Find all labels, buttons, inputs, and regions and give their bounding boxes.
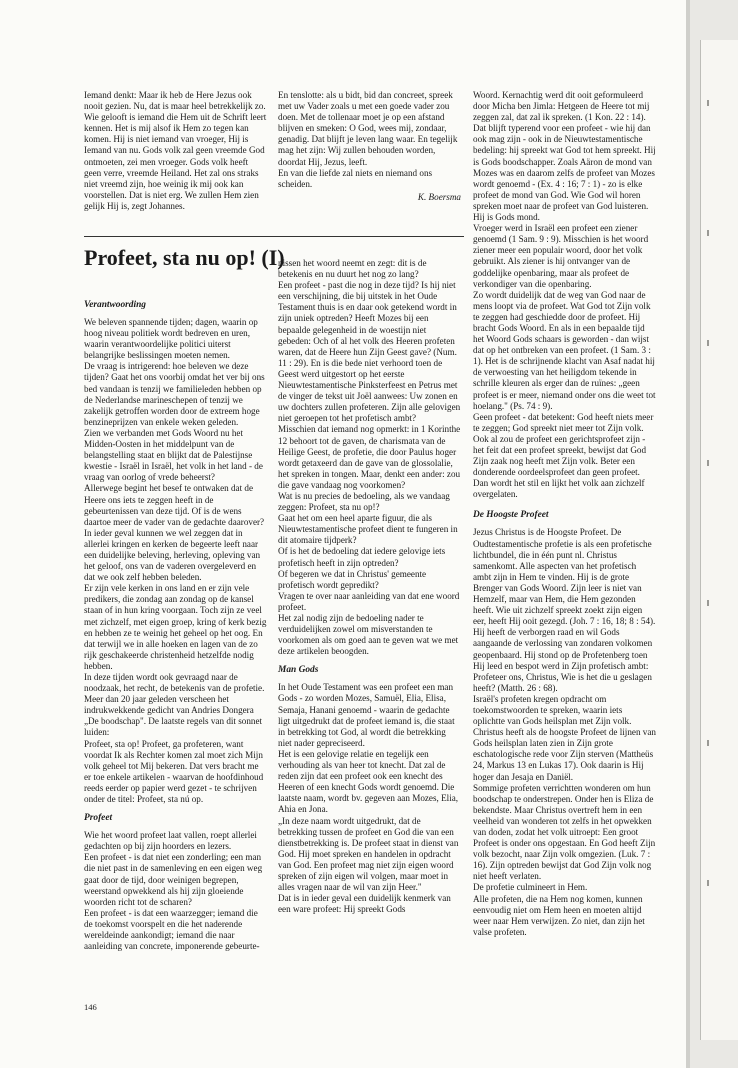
adjacent-page-edge <box>700 40 738 1040</box>
paragraph: nissen het woord neemt en zegt: dit is de betekenis en nu duurt het nog zo lang? <box>278 258 427 280</box>
paragraph: Sommige profeten verrichtten wonderen om hun boodschap te onderstrepen. Onder hen is Eliza de bekendste. Maar Christus overtreft hem in een veelheid van wonderen tot zelfs in het opwekken van doden, zodat het volk uitroept: Een groot Profeet is onder ons opgestaan. En God heeft Zijn volk bezocht, naar Zijn volk omgezien. (Luk. 7 : 16). Zijn optreden bewijst dat God Zijn volk nog niet heeft verlaten. <box>473 782 656 882</box>
paragraph: Meer dan 20 jaar geleden verscheen het indrukwekkende gedicht van Andries Dongera „De boodschap". De laatste regels van dit sonnet luiden: <box>84 694 263 738</box>
paragraph: Een profeet - is dat niet een zonderling; een man die niet past in de samenleving en een eigen weg gaat door de tijd, door weinigen begrepen, weerstand opwekkend als hij zijn gloeiende woorden richt tot de scharen? <box>84 852 263 907</box>
heading-man-gods: Man Gods <box>278 665 319 676</box>
previous-article-left <box>84 90 267 212</box>
paragraph: Een profeet - is dat een waarzegger; iemand die de toekomst voorspelt en die het naderende wereldeinde aankondigt; iemand die naar aanleiding van concrete, imponerende gebeurte- <box>84 907 260 952</box>
paragraph: Zien we verbanden met Gods Woord nu het Midden-Oosten in het middelpunt van de belangstelling staat en blijkt dat de Palestijnse kwestie - Israël in Israël, het volk in het land - de vraag van oorlog of vrede beheerst? <box>84 427 263 483</box>
author-signature: K. Boersma <box>417 191 461 202</box>
paragraph: Er zijn vele kerken in ons land en er zijn vele predikers, die zondag aan zondag op de kansel staan of in hun kring voorgaan. Toch zijn ze veel met zichzelf, met eigen groep, kring of kerk bezig en hebben ze te weinig het geheel op het oog. En dat terwijl we in alle hoeken en lagen van de zo rijk geschakeerde christenheid hetzelfde nodig hebben. <box>84 583 267 671</box>
paragraph: En tenslotte: als u bidt, bid dan concreet, spreek met uw Vader zoals u met een goede vader zou doen. Met de tollenaar moet je op een afstand blijven en smeken: O God, wees mij, zondaar, genadig. Dat blijft je leven lang waar. En tegelijk mag het zijn: Wij zullen behouden worden, doordat Hij, Jezus, leeft. <box>278 90 458 167</box>
paragraph: In ieder geval kunnen we wel zeggen dat in allerlei kringen en kerken de begeerte leeft naar een duidelijke beleving, herleving, opleving van het geloof, ons van de vaderen overgeleverd en dat we ook zelf hebben beleden. <box>84 527 261 583</box>
paragraph: Allerwege begint het besef te ontwaken dat de Heere ons iets te zeggen heeft in de gebeurtenissen van deze tijd. Of is de wens daartoe meer de vader van de gedachte daarover? <box>84 483 265 527</box>
paragraph: In het Oude Testament was een profeet een man Gods - zo worden Mozes, Samuël, Elia, Elisa, Semaja, Hanani genoemd - waarin de gedachte ligt uitgedrukt dat de profeet iemand is, die staat in betrekking tot God, al wordt die betrekking niet nader gepreciseerd. <box>278 682 455 748</box>
heading-verantwoording: Verantwoording <box>84 300 146 310</box>
paragraph: Jezus Christus is de Hoogste Profeet. De Oudtestamentische profetie is als een profetische lichtbundel, die in één punt nl. Christus samenkomt. Alle aspecten van het profetisch ambt zijn in Hem te vinden. Hij is de grote Brenger van Gods Woord. Zijn leer is niet van Hemzelf, maar van Hem, die Hem gezonden heeft. Wie uit zichzelf spreekt zoekt zijn eigen eer, heeft Hij ooit gezegd. (Joh. 7 : 16, 18; 8 : 54). Hij heeft de verborgen raad en wil Gods aangaande de verlossing van zondaren volkomen geopenbaard. Hij stond op de Profetenberg toen Hij leed en bespot werd in Zijn profetisch ambt: Profeteer ons, Christus, Wie is het die u geslagen heeft? (Matth. 26 : 68). <box>473 527 656 693</box>
paragraph: En van die liefde zal niets en niemand ons scheiden. <box>278 167 433 189</box>
paragraph: Een profeet - past die nog in deze tijd? Is hij niet een verschijning, die bij uitstek in het Oude Testament thuis is en daar ook getekend wordt in zijn uniek optreden? Heeft Mozes bij een bepaalde gelegenheid in de woestijn niet gebeden: Och of al het volk des Heeren profeten waren, dat de Heere hun Zijn Geest gave? (Num. 11 : 29). En is die bede niet verhoord toen de Geest werd uitgestort op het eerste Nieuwtestamentische Pinksterfeest en Petrus met de vinger de tekst uit Joël aanwees: Uw zonen en uw dochters zullen profeteren. Zijn alle gelovigen niet geroepen tot het profetisch ambt? <box>278 280 461 424</box>
paragraph: Zo wordt duidelijk dat de weg van God naar de mens loopt via de profeet. Wat God tot Zijn volk te zeggen had geschiedde door de profeet. Hij bracht Gods Woord. En als in een bepaalde tijd het Woord Gods schaars is geworden - dan wijst dat op het ontbreken van een profeet. (1 Sam. 3 : 1). Het is de schrijnende klacht van Asaf nadat hij de verwoesting van het heiligdom tekende in schrille kleuren als erger dan de ruïnes: „geen profeet is er meer, niemand onder ons die weet tot hoelang." (Ps. 74 : 9). <box>473 289 656 411</box>
paragraph: „In deze naam wordt uitgedrukt, dat de betrekking tussen de profeet en God die van een dienstbetrekking is. De profeet staat in dienst van God. Hij moet spreken en handelen in opdracht van God. Een profeet mag niet zijn eigen woord spreken of zijn eigen wil volgen, maar moet in alles vragen naar de wil van zijn Heer." <box>278 815 459 893</box>
paragraph: We beleven spannende tijden; dagen, waarin op hoog niveau politiek wordt bedreven en uren, waarin verantwoordelijke politici uiterst belangrijke beslissingen moeten nemen. <box>84 317 258 361</box>
section-divider <box>84 236 464 237</box>
paragraph: De profetie culmineert in Hem. <box>473 882 588 893</box>
page-number: 146 <box>84 1002 97 1012</box>
page-edge <box>686 0 690 1068</box>
article-column-1 <box>84 300 267 952</box>
paragraph: Geen profeet - dat betekent: God heeft niets meer te zeggen; God spreekt niet meer tot Zijn volk. Ook al zou de profeet een gerichtsprofeet zijn - het feit dat een profeet spreekt, bewijst dat God Zijn zaak nog heeft met Zijn volk. Beter een donderende oordeelsprofeet dan geen profeet. Dan wordt het stil en lijkt het volk aan zichzelf overgelaten. <box>473 411 654 500</box>
paragraph: Wat is nu precies de bedoeling, als we vandaag zeggen: Profeet, sta nu op!? <box>278 490 450 513</box>
paragraph: Wie het woord profeet laat vallen, roept allerlei gedachten op bij zijn hoorders en lezers. <box>84 830 257 852</box>
previous-article-middle <box>278 90 461 203</box>
paragraph: Misschien dat iemand nog opmerkt: in 1 Korinthe 12 behoort tot de gaven, de charismata van de Heilige Geest, de profetie, die door Paulus hoger wordt getaxeerd dan de gave van de glossolalie, het spreken in tongen. Maar, denkt een ander: zou die gave vandaag nog voorkomen? <box>278 424 461 490</box>
paragraph: Dat blijft typerend voor een profeet - wie hij dan ook mag zijn - ook in de Nieuwtestamentische bedeling: hij spreekt wat God tot hem spreekt. Hij is Gods boodschapper. Zoals Aäron de mond van Mozes was en daarom zelfs de profeet van Mozes wordt genoemd - (Ex. 4 : 16; 7 : 1) - zo is elke profeet de mond van God. Wie God wil horen spreken moet naar de profeet van God luisteren. Hij is Gods mond. <box>473 123 656 223</box>
paragraph: Vragen te over naar aanleiding van dat ene woord profeet. <box>278 590 460 612</box>
paragraph: Het zal nodig zijn de bedoeling nader te verduidelijken zowel om misverstanden te voorkomen als om goed aan te geven wat we met deze artikelen beoogden. <box>278 613 459 657</box>
paragraph: De vraag is intrigerend: hoe beleven we deze tijden? Gaat het ons voorbij omdat het ver bij ons bed vandaan is tenzij we familieleden hebben op de Nederlandse marineschepen of tenzij we zakelijk getroffen worden door de extreem hoge benzineprijzen van enkele weken geleden. <box>84 361 265 427</box>
heading-profeet: Profeet <box>84 813 113 824</box>
paragraph: Israël's profeten kregen opdracht om toekomstwoorden te spreken, waarin iets oplichtte van Gods heilsplan met Zijn volk. Christus heeft als de hoogste Profeet de lijnen van Gods heilsplan laten zien in Zijn grote eschatologische rede voor Zijn sterven (Mattheüs 24, Markus 13 en Lukas 17). Ook daarin is Hij hoger dan Jesaja en Daniël. <box>473 693 656 782</box>
article-column-3 <box>473 90 656 938</box>
paragraph: Dat is in ieder geval een duidelijk kenmerk van een ware profeet: Hij spreekt Gods <box>278 893 451 915</box>
paragraph: Vroeger werd in Israël een profeet een ziener genoemd (1 Sam. 9 : 9). Misschien is het woord ziener meer een populair woord, door het volk gebruikt. Als ziener is hij ontvanger van de goddelijke openbaring, maar als profeet de verkondiger van die openbaring. <box>473 223 649 289</box>
paragraph: Alle profeten, die na Hem nog komen, kunnen eenvoudig niet om Hem heen en moeten altijd weer naar Hem verwijzen. Zo niet, dan zijn het valse profeten. <box>473 893 645 937</box>
paragraph: Woord. Kernachtig werd dit ooit geformuleerd door Micha ben Jimla: Hetgeen de Heere tot mij zeggen zal, dat zal ik spreken. (1 Kon. 22 : 14). <box>473 90 650 123</box>
article-column-2 <box>278 258 461 915</box>
paragraph: In deze tijden wordt ook gevraagd naar de noodzaak, het recht, de betekenis van de profetie. <box>84 672 265 694</box>
paragraph: Iemand denkt: Maar ik heb de Here Jezus ook nooit gezien. Nu, dat is maar heel betrekkelijk zo. Wie gelooft is iemand die Hem uit de Schrift leert kennen. Het is mij alsof ik Hem zo tegen kan komen. Hij is niet iemand van vroeger, Hij is Iemand van nu. Gods volk zal geen vreemde God ontmoeten, zei men vroeger. Gods volk heeft geen verre, vreemde Heiland. Het zal ons straks niet vreemd zijn, hoe weinig ik mij ook kan voorstellen. Dat is niet erg. We zullen Hem zien gelijk Hij is, zegt Johannes. <box>84 90 267 211</box>
article-title: Profeet, sta nu op! (I) <box>84 245 285 270</box>
paragraph: Of begeren we dat in Christus' gemeente profetisch wordt gepredikt? <box>278 568 427 590</box>
paragraph: Het is een gelovige relatie en tegelijk een verhouding als van heer tot knecht. Dat zal de reden zijn dat een profeet ook een knecht des Heeren of een knecht Gods wordt genoemd. Die laatste naam, wordt bv. gegeven aan Mozes, Elia, Ahia en Jona. <box>278 748 459 815</box>
paragraph: Gaat het om een heel aparte figuur, die als Nieuwtestamentische profeet dient te fungeren in dit atomaire tijdperk? <box>278 513 458 546</box>
heading-hoogste-profeet: De Hoogste Profeet <box>473 510 549 521</box>
paragraph: Of is het de bedoeling dat iedere gelovige iets profetisch heeft in zijn optreden? <box>278 546 446 568</box>
paragraph: Profeet, sta op! Profeet, ga profeteren, want voordat Ik als Rechter komen zal moet zich Mijn volk geheel tot Mij bekeren. Dat vers bracht me er toe enkele artikelen - waarvan de hoofdinhoud reeds eerder op papier werd gezet - te schrijven onder de titel: Profeet, sta nú op. <box>84 738 264 805</box>
